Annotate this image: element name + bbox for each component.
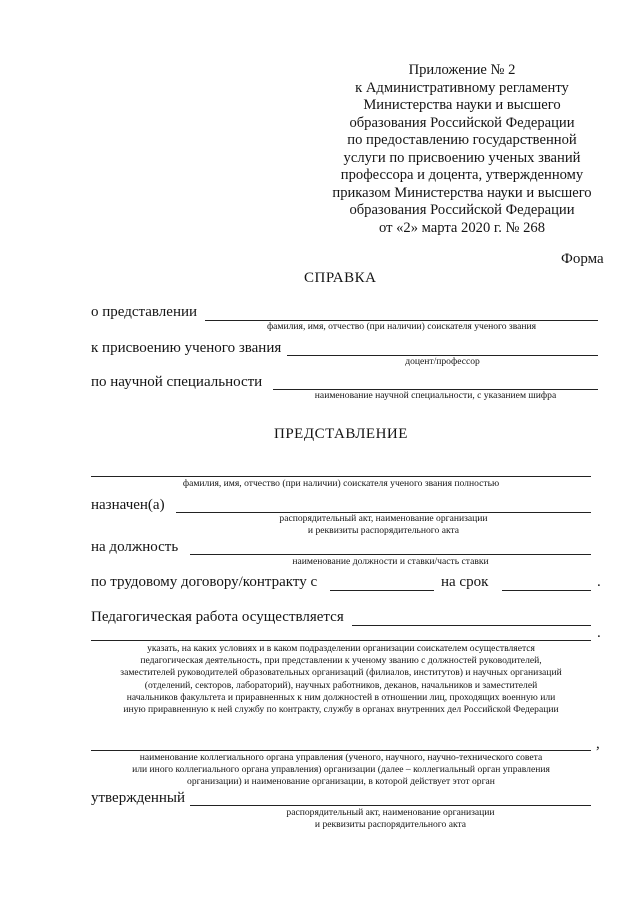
collegial-field-line[interactable] <box>91 750 591 751</box>
appointed-caption <box>176 513 591 537</box>
term-field-line[interactable] <box>502 590 591 591</box>
header-line: профессора и доцента, утвержденному <box>340 167 584 183</box>
fio-caption: фамилия, имя, отчество (при наличии) соискателя ученого звания полностью <box>182 478 500 489</box>
specialty-label: по научной специальности <box>91 374 263 390</box>
approved-caption-line: и реквизиты распорядительного акта <box>314 819 467 830</box>
specialty-caption: наименование научной специальности, с указанием шифра <box>314 390 557 401</box>
conditions-caption-line: (отделений, секторов, лабораторий), научных работников, деканов, начальников и заместителей <box>144 679 538 691</box>
spravka-title: СПРАВКА <box>304 270 377 286</box>
appendix-header <box>318 62 606 237</box>
teaching-label: Педагогическая работа осуществляется <box>91 609 344 625</box>
fio-field-line[interactable] <box>91 476 591 477</box>
approved-field-line[interactable] <box>190 805 591 806</box>
conditions-caption-line: иную приравненную к ней службу по контракту, службу в органах внутренних дел Российской Федерации <box>123 704 559 716</box>
position-label: на должность <box>91 539 179 555</box>
header-line: образования Российской Федерации <box>349 202 575 218</box>
comma-mark: , <box>596 736 600 752</box>
header-line: услуги по присвоению ученых званий <box>343 149 581 166</box>
contract-party-field-line[interactable] <box>330 590 434 591</box>
about-label: о представлении <box>91 304 198 320</box>
header-line: приказом Министерства науки и высшего <box>332 184 592 201</box>
header-line: Приложение № 2 <box>408 62 516 78</box>
rank-label: к присвоению ученого звания <box>91 340 282 356</box>
position-field-line[interactable] <box>190 554 591 555</box>
conditions-caption <box>80 643 602 716</box>
form-label: Форма <box>561 251 604 267</box>
conditions-caption-line: заместителей руководителей образовательных организаций (филиалов, институтов) и научных организаций <box>120 667 562 679</box>
header-line: от «2» марта 2020 г. № 268 <box>378 219 545 236</box>
teaching-field-line[interactable] <box>352 625 591 626</box>
header-line: образования Российской Федерации <box>349 114 575 131</box>
conditions-caption-line: указать, на каких условиях и в каком подразделении организации соискателем осуществляется <box>147 643 535 654</box>
appointed-caption-line: и реквизиты распорядительного акта <box>307 525 460 536</box>
approved-caption-line: распорядительный акт, наименование организации <box>286 807 495 818</box>
collegial-caption-line: наименование коллегиального органа управления (ученого, научного, научно-технического совета <box>139 752 543 763</box>
collegial-caption-line: или иного коллегиального органа управления) организации (далее – коллегиальный орган управления <box>132 764 550 776</box>
about-caption: фамилия, имя, отчество (при наличии) соискателя ученого звания <box>266 321 537 332</box>
position-caption: наименование должности и ставки/часть ставки <box>292 556 489 567</box>
appointed-label: назначен(а) <box>91 497 165 513</box>
appointed-caption-line: распорядительный акт, наименование организации <box>279 513 488 524</box>
rank-caption: доцент/профессор <box>405 356 480 367</box>
header-line: к Административному регламенту <box>355 79 569 96</box>
period-mark: . <box>597 625 601 641</box>
contract-label: по трудовому договору/контракту с <box>91 574 318 590</box>
approved-label: утвержденный <box>91 790 186 806</box>
term-label: на срок <box>441 574 489 590</box>
predstavlenie-title: ПРЕДСТАВЛЕНИЕ <box>274 426 408 442</box>
teaching-field-line-2[interactable] <box>91 640 591 641</box>
period-mark: . <box>597 574 601 590</box>
header-line: Министерства науки и высшего <box>363 97 561 113</box>
header-line: по предоставлению государственной <box>347 132 577 148</box>
conditions-caption-line: начальников факультета и приравненных к ним должностей в отношении лиц, проходящих военную или <box>126 691 556 703</box>
approved-caption <box>190 807 591 831</box>
conditions-caption-line: педагогическая деятельность, при представлении к ученому званию с должностей руководителей, <box>140 655 542 667</box>
collegial-caption-line: организации) и наименование организации, в которой действует этот орган <box>187 776 495 788</box>
collegial-caption <box>86 752 596 789</box>
